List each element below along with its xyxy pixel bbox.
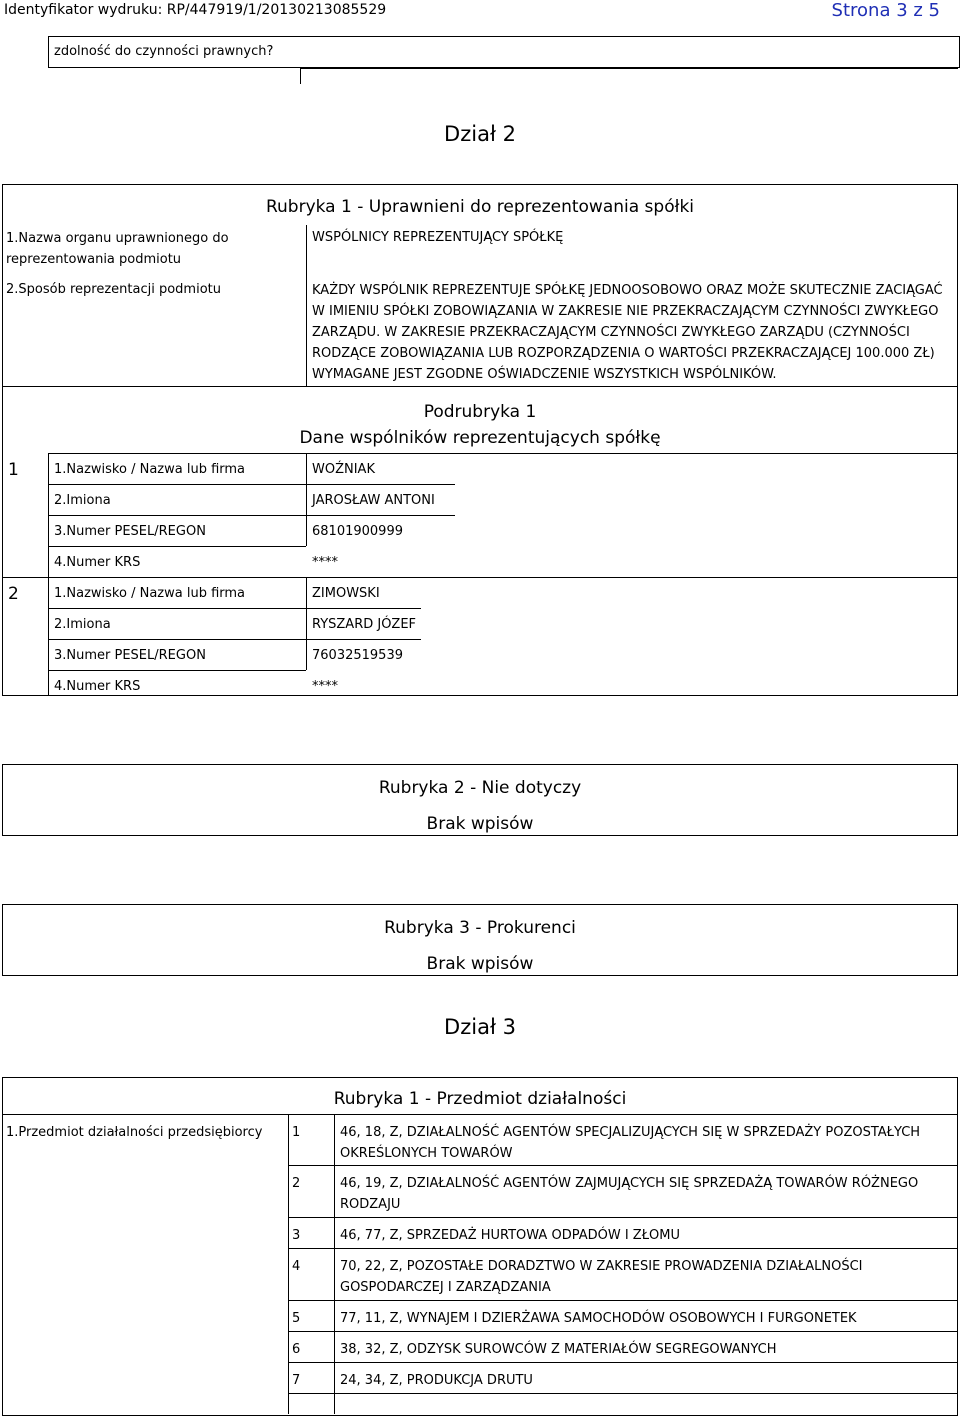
- activity-text: 70, 22, Z, POZOSTAŁE DORADZTWO W ZAKRESIE PROWADZENIA DZIAŁALNOŚCI GOSPODARCZEJ I ZARZĄDZANIA: [340, 1259, 863, 1295]
- rubryka-3-value: Brak wpisów: [426, 954, 534, 974]
- legal-capacity-label: zdolność do czynności prawnych?: [54, 44, 274, 59]
- organ-label: 1.Nazwa organu uprawnionego do reprezentowania podmiotu: [6, 231, 229, 267]
- partner-krs-label: 4.Numer KRS: [54, 555, 141, 570]
- podrubryka-subtitle: Dane wspólników reprezentujących spółkę: [299, 428, 661, 448]
- section-title-dzial-3: Dział 3: [444, 1015, 516, 1039]
- rubryka-2-value: Brak wpisów: [426, 814, 534, 834]
- partner-nazwisko-label: 1.Nazwisko / Nazwa lub firma: [54, 586, 246, 601]
- activity-text: 46, 77, Z, SPRZEDAŻ HURTOWA ODPADÓW I ZŁOMU: [340, 1228, 680, 1243]
- activity-number: 7: [292, 1373, 301, 1388]
- activity-number: 1: [292, 1125, 301, 1140]
- partner-krs-value: ****: [312, 555, 338, 570]
- partner-number: 1: [8, 460, 19, 480]
- partner-imiona-label: 2.Imiona: [54, 493, 111, 508]
- partner-pesel-value: 76032519539: [312, 648, 403, 663]
- activity-number: 4: [292, 1259, 301, 1274]
- partner-nazwisko-value: WOŹNIAK: [312, 462, 375, 477]
- activity-text: 38, 32, Z, ODZYSK SUROWCÓW Z MATERIAŁÓW SEGREGOWANYCH: [340, 1342, 777, 1357]
- partner-krs-value: ****: [312, 679, 338, 694]
- section-title-dzial-2: Dział 2: [444, 122, 516, 146]
- activity-number: 6: [292, 1342, 301, 1357]
- page-number: Strona 3 z 5: [831, 0, 940, 21]
- activity-number: 5: [292, 1311, 301, 1326]
- rubryka-1-title: Rubryka 1 - Uprawnieni do reprezentowania spółki: [265, 197, 695, 217]
- activity-number: 3: [292, 1228, 301, 1243]
- partner-imiona-value: JAROSŁAW ANTONI: [312, 493, 435, 508]
- activities-title: Rubryka 1 - Przedmiot działalności: [333, 1089, 627, 1109]
- sposob-label: 2.Sposób reprezentacji podmiotu: [6, 282, 221, 297]
- sposob-value: KAŻDY WSPÓLNIK REPREZENTUJE SPÓŁKĘ JEDNOOSOBOWO ORAZ MOŻE SKUTECZNIE ZACIĄGAĆ W IMIENIU SPÓŁKI ZOBOWIĄZANIA W ZAKRESIE NIE PRZEKRACZAJĄCYM CZYNNOŚCI ZWYKŁEGO ZARZĄDU. W ZAKRESIE PRZEKRACZAJĄCYM CZYNNOŚCI ZWYKŁEGO ZARZĄDU (CZYNNOŚCI RODZĄCE ZOBOWIĄZANIA LUB ROZPORZĄDZENIA O WARTOŚCI PRZEKRACZAJĄCEJ 100.000 ZŁ) WYMAGANE JEST ZGODNE OŚWIADCZENIE WSZYSTKICH WSPÓLNIKÓW.: [312, 283, 943, 382]
- partner-nazwisko-value: ZIMOWSKI: [312, 586, 380, 601]
- activity-text: 46, 19, Z, DZIAŁALNOŚĆ AGENTÓW ZAJMUJĄCYCH SIĘ SPRZEDAŻĄ TOWARÓW RÓŻNEGO RODZAJU: [340, 1176, 919, 1212]
- podrubryka-title: Podrubryka 1: [423, 402, 537, 422]
- partner-krs-label: 4.Numer KRS: [54, 679, 141, 694]
- organ-value: WSPÓLNICY REPREZENTUJĄCY SPÓŁKĘ: [312, 230, 564, 245]
- partner-pesel-label: 3.Numer PESEL/REGON: [54, 648, 206, 663]
- partner-nazwisko-label: 1.Nazwisko / Nazwa lub firma: [54, 462, 246, 477]
- print-identifier: Identyfikator wydruku: RP/447919/1/20130213085529: [4, 2, 387, 18]
- activities-label: 1.Przedmiot działalności przedsiębiorcy: [6, 1125, 263, 1140]
- activity-text: 46, 18, Z, DZIAŁALNOŚĆ AGENTÓW SPECJALIZUJĄCYCH SIĘ W SPRZEDAŻY POZOSTAŁYCH OKREŚLONYCH TOWARÓW: [340, 1125, 921, 1161]
- activity-number: 2: [292, 1176, 301, 1191]
- activity-text: 77, 11, Z, WYNAJEM I DZIERŻAWA SAMOCHODÓW OSOBOWYCH I FURGONETEK: [340, 1311, 857, 1326]
- partner-imiona-value: RYSZARD JÓZEF: [312, 617, 417, 632]
- partner-pesel-value: 68101900999: [312, 524, 403, 539]
- rubryka-3-title: Rubryka 3 - Prokurenci: [384, 918, 576, 938]
- activity-text: 24, 34, Z, PRODUKCJA DRUTU: [340, 1373, 533, 1388]
- partner-pesel-label: 3.Numer PESEL/REGON: [54, 524, 206, 539]
- partner-number: 2: [8, 584, 19, 604]
- rubryka-2-title: Rubryka 2 - Nie dotyczy: [378, 778, 582, 798]
- partner-imiona-label: 2.Imiona: [54, 617, 111, 632]
